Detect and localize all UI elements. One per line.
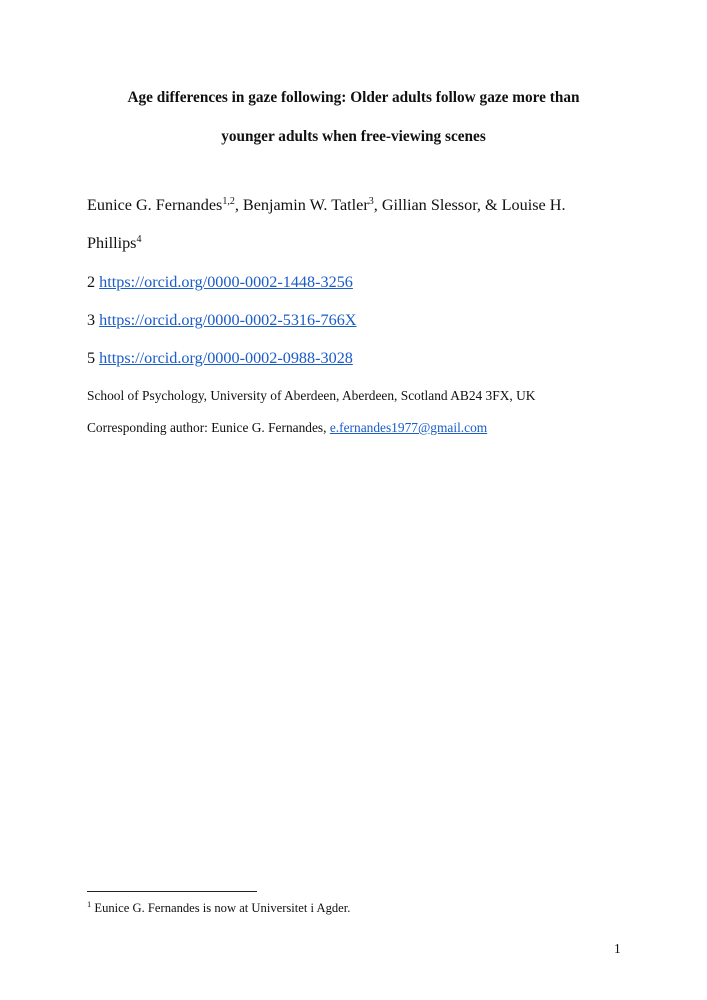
page-number: 1 xyxy=(614,941,621,956)
paper-title-line-2: younger adults when free-viewing scenes xyxy=(221,128,486,145)
footnote-mark: 1 xyxy=(87,899,92,909)
orcid-number: 2 xyxy=(87,273,96,291)
corresponding-label: Corresponding author: Eunice G. Fernandes, xyxy=(87,420,330,435)
author-name: Phillips xyxy=(87,234,137,252)
author-separator: & Louise H. xyxy=(480,196,566,214)
author-separator: , xyxy=(234,196,243,214)
orcid-number: 3 xyxy=(87,311,96,329)
corresponding-author xyxy=(87,420,487,436)
footnote-divider xyxy=(87,891,257,892)
affiliation: School of Psychology, University of Aberdeen, Aberdeen, Scotland AB24 3FX, UK xyxy=(87,388,536,403)
footnote-text: Eunice G. Fernandes is now at Universitet i Agder. xyxy=(91,901,351,915)
author-name: Benjamin W. Tatler xyxy=(242,196,369,214)
orcid-line xyxy=(87,311,356,330)
orcid-line xyxy=(87,349,353,368)
author-list-line-1 xyxy=(87,196,566,215)
orcid-line xyxy=(87,273,353,292)
orcid-link[interactable]: https://orcid.org/0000-0002-5316-766X xyxy=(99,311,357,329)
orcid-link[interactable]: https://orcid.org/0000-0002-1448-3256 xyxy=(99,273,353,291)
corresponding-email-link[interactable]: e.fernandes1977@gmail.com xyxy=(329,420,488,435)
author-separator: , xyxy=(373,196,382,214)
author-name: Eunice G. Fernandes xyxy=(87,196,223,214)
paper-title-line-1: Age differences in gaze following: Older adults follow gaze more than xyxy=(127,89,580,106)
author-name: Gillian Slessor, xyxy=(381,196,481,214)
author-affiliation-mark: 4 xyxy=(136,234,142,245)
orcid-link[interactable]: https://orcid.org/0000-0002-0988-3028 xyxy=(99,349,353,367)
author-list-line-2 xyxy=(87,234,141,253)
author-affiliation-mark: 3 xyxy=(368,196,374,207)
footnote xyxy=(87,901,350,916)
author-affiliation-mark: 1,2 xyxy=(222,196,235,207)
orcid-number: 5 xyxy=(87,349,96,367)
